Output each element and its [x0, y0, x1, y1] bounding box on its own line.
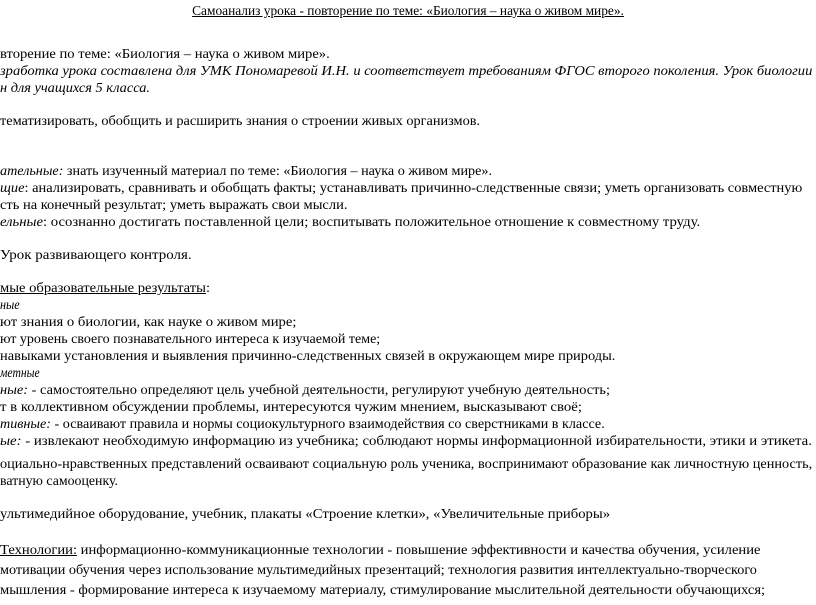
text-run: ельные — [0, 214, 44, 229]
text-run: - осваивают правила и нормы социокультурного взаимодействия со сверстниками в классе. — [50, 416, 605, 431]
text-run: : анализировать, сравнивать и обобщать факты; устанавливать причинно-следственные связи; уметь организовать совместную — [24, 180, 803, 195]
text-line — [0, 79, 150, 96]
text-line — [0, 196, 347, 213]
text-run: ные: — [0, 382, 29, 397]
text-line — [0, 415, 605, 432]
text-line — [0, 398, 582, 415]
text-run: сть на конечный результат; уметь выражать свои мысли. — [0, 197, 348, 212]
text-run: ультимедийное оборудование, учебник, плакаты «Строение клетки», «Увеличительные приборы» — [0, 506, 611, 521]
text-run: ательные: — [0, 163, 64, 178]
text-run: ватную самооценку. — [0, 473, 119, 488]
text-run: знать изученный материал по теме: «Биология – наука о живом мире». — [63, 163, 493, 178]
text-line — [0, 213, 700, 230]
text-line — [0, 541, 761, 558]
text-line — [0, 246, 192, 263]
document-title: Самоанализ урока - повторение по теме: «Биология – наука о живом мире». — [192, 3, 624, 18]
text-run: метные — [0, 365, 40, 380]
text-run: ют знания о биологии, как науке о живом мире; — [0, 314, 297, 329]
text-run: ют уровень своего познавательного интереса к изучаемой теме; — [0, 331, 381, 346]
text-run: щие — [0, 180, 25, 195]
text-run: информационно-коммуникационные технологии - повышение эффективности и качества обучения, усиление — [77, 542, 761, 557]
text-run: зработка урока составлена для УМК Пономаревой И.Н. и соответствует требованиям ФГОС второго поколения. Урок биологии — [0, 63, 813, 78]
text-run: мотивации обучения через использование мультимедийных презентаций; технология развития интеллектуально-творческого — [0, 562, 757, 577]
text-line — [0, 330, 380, 347]
text-line — [0, 313, 296, 330]
text-line — [0, 162, 492, 179]
text-line — [0, 279, 210, 296]
text-run: Технологии: — [0, 542, 78, 557]
text-run: ые: — [0, 433, 22, 448]
text-line — [0, 581, 765, 598]
text-run: навыками установления и выявления причинно-следственных связей в окружающем мире природы. — [0, 348, 616, 363]
text-run: : осознанно достигать поставленной цели; воспитывать положительное отношение к совместному труду. — [43, 214, 701, 229]
text-line — [0, 455, 812, 472]
text-line — [0, 62, 812, 79]
text-run: мышления - формирование интереса к изучаемому материалу, стимулирование мыслительной деятельности обучающихся; — [0, 582, 766, 597]
text-line — [0, 45, 330, 62]
text-line — [0, 472, 118, 489]
text-run: мые образовательные результаты — [0, 280, 206, 295]
text-run: : — [205, 280, 211, 295]
text-line — [0, 347, 615, 364]
text-line — [0, 432, 812, 449]
text-line — [0, 505, 610, 522]
text-run: т в коллективном обсуждении проблемы, интересуются чужим мнением, высказывают своё; — [0, 399, 582, 414]
text-run: - самостоятельно определяют цель учебной деятельности, регулируют учебную деятельность; — [28, 382, 610, 397]
text-run: ные — [0, 297, 20, 312]
text-line — [0, 561, 757, 578]
text-line — [0, 381, 610, 398]
text-line — [0, 364, 40, 381]
text-run: вторение по теме: «Биология – наука о живом мире». — [0, 46, 330, 61]
text-run: оциально-нравственных представлений осваивают социальную роль ученика, воспринимают образование как личностную ценность, — [0, 456, 813, 471]
text-run: Урок развивающего контроля. — [0, 247, 192, 262]
text-line — [0, 296, 20, 313]
text-run: тивные: — [0, 416, 51, 431]
text-run: н для учащихся 5 класса. — [0, 80, 150, 95]
text-line — [0, 112, 480, 129]
text-run: - извлекают необходимую информацию из учебника; соблюдают нормы информационной избирательности, этики и этикета. — [21, 433, 812, 448]
text-line — [0, 179, 802, 196]
text-run: тематизировать, обобщить и расширить знания о строении живых организмов. — [0, 113, 481, 128]
